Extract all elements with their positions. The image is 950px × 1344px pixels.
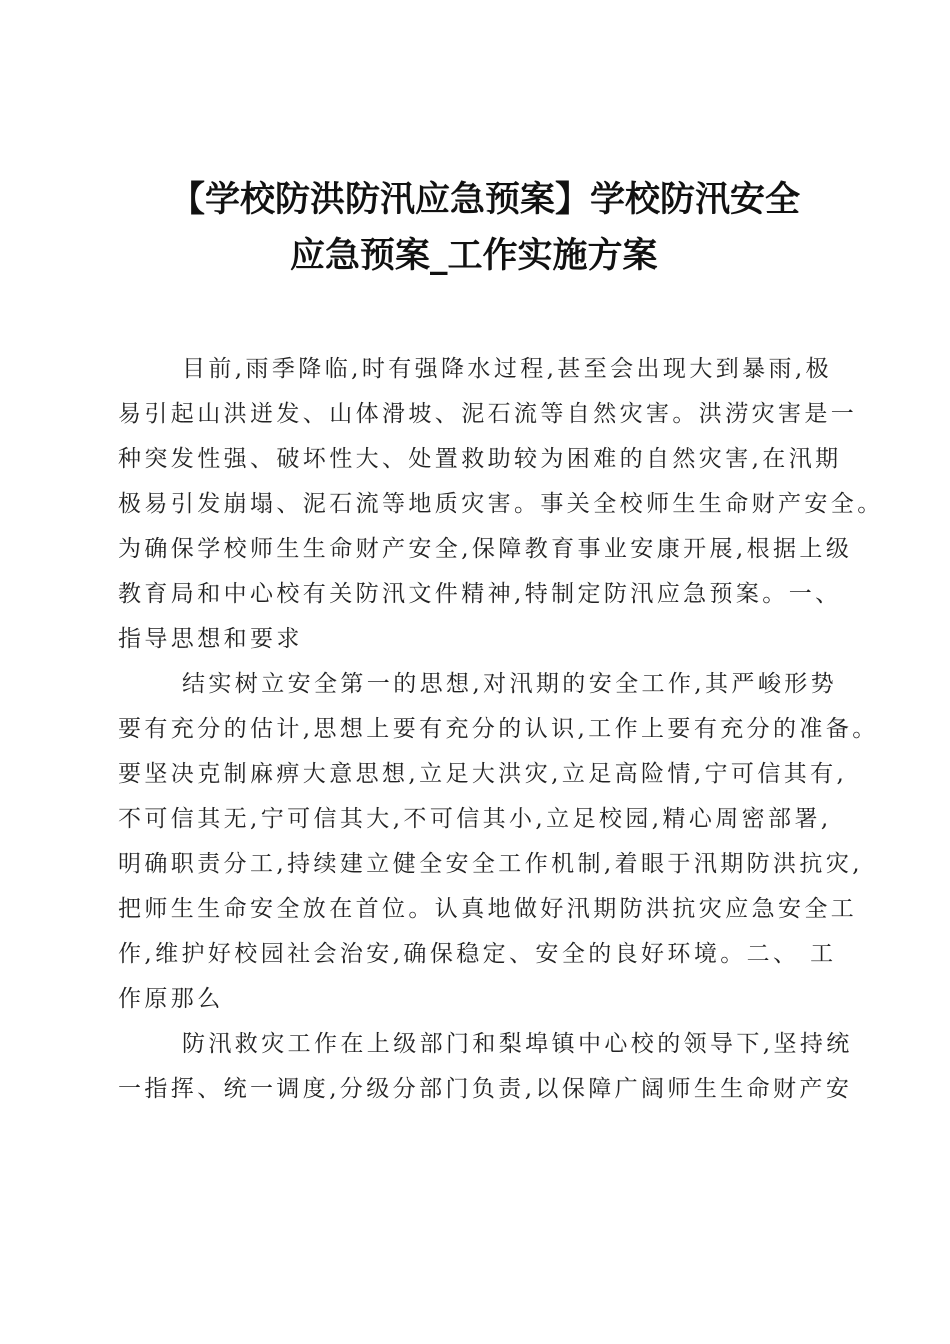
body-line: 种突发性强、破坏性大、处置救助较为困难的自然灾害,在汛期 (118, 446, 842, 472)
body-line: 结实树立安全第一的思想,对汛期的安全工作,其严峻形势 (182, 671, 838, 697)
body-line: 明确职责分工,持续建立健全安全工作机制,着眼于汛期防洪抗灾, (118, 851, 863, 877)
body-line: 极易引发崩塌、泥石流等地质灾害。事关全校师生生命财产安全。 (118, 491, 884, 517)
document-title (170, 172, 850, 284)
body-line: 作,维护好校园社会治安,确保稳定、安全的良好环境。二、 工 (118, 941, 837, 967)
title-line: 【学校防洪防汛应急预案】学校防汛安全 (170, 180, 801, 220)
body-line: 要坚决克制麻痹大意思想,立足大洪灾,立足高险情,宁可信其有, (118, 761, 848, 787)
body-line: 把师生生命安全放在首位。认真地做好汛期防洪抗灾应急安全工 (118, 896, 858, 922)
title-line: 应急预案_工作实施方案 (290, 236, 658, 276)
body-line: 作原那么 (118, 986, 224, 1012)
body-line: 为确保学校师生生命财产安全,保障教育事业安康开展,根据上级 (118, 536, 853, 562)
body-line: 易引起山洪迸发、山体滑坡、泥石流等自然灾害。洪涝灾害是一 (118, 401, 858, 427)
body-line: 目前,雨季降临,时有强降水过程,甚至会出现大到暴雨,极 (182, 356, 833, 382)
document-body (118, 347, 884, 1112)
body-line: 一指挥、统一调度,分级分部门负责,以保障广阔师生生命财产安 (118, 1076, 853, 1102)
body-line: 要有充分的估计,思想上要有充分的认识,工作上要有充分的准备。 (118, 716, 879, 742)
body-line: 教育局和中心校有关防汛文件精神,特制定防汛应急预案。一、 (118, 581, 842, 607)
body-line: 防汛救灾工作在上级部门和梨埠镇中心校的领导下,坚持统 (182, 1031, 853, 1057)
body-line: 不可信其无,宁可信其大,不可信其小,立足校园,精心周密部署, (118, 806, 832, 832)
body-line: 指导思想和要求 (118, 626, 303, 652)
